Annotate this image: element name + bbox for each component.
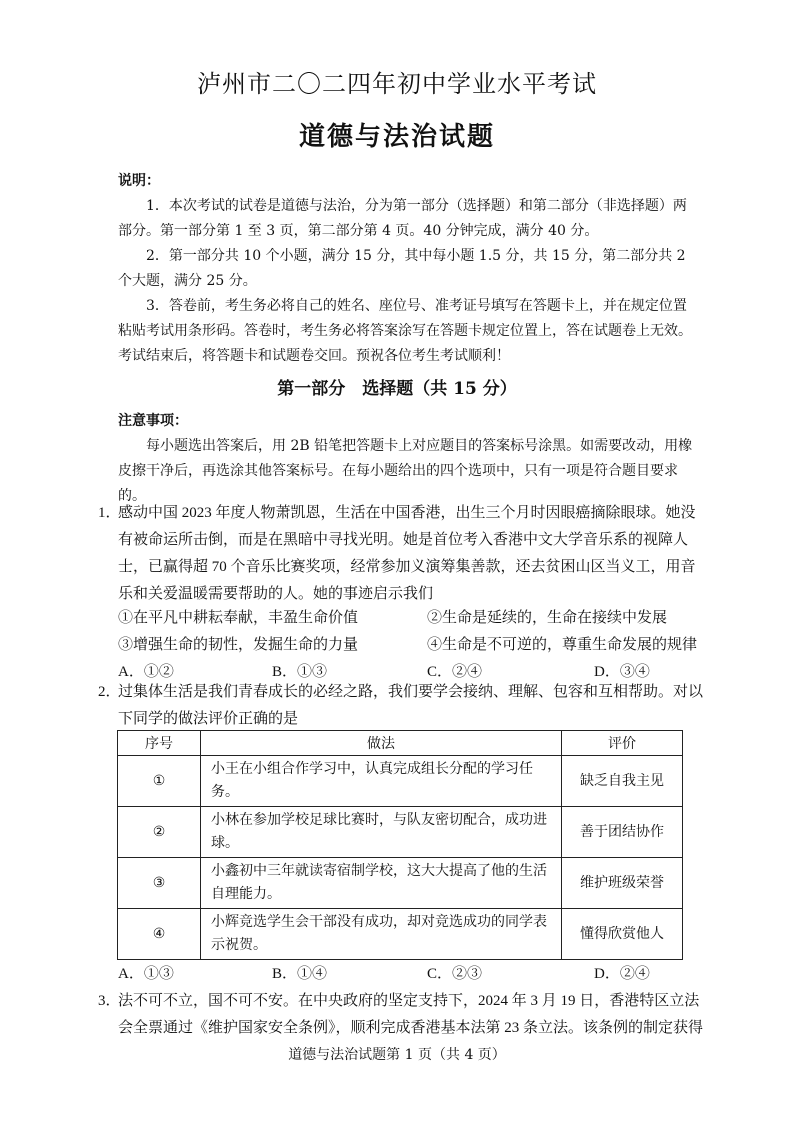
statement-4: ④生命是不可逆的，尊重生命发展的规律 [427,637,698,653]
row-seq: ④ [118,909,201,960]
row-practice: 小王在小组合作学习中，认真完成组长分配的学习任务。 [201,756,562,807]
row-eval: 善于团结协作 [562,807,683,858]
question-number: 2． [98,684,121,700]
option-b: B．①④ [272,966,328,982]
question-1 [98,500,708,608]
row-seq: ② [118,807,201,858]
table-row [118,807,683,858]
notice-text: 每小题选出答案后，用 2B 铅笔把答题卡上对应题目的答案标号涂黑。如需要改动，用橡皮擦干净后，再选涂其他答案标号。在每小题给出的四个选项中，只有一项是符合题目要求的。 [118,438,693,504]
row-eval: 懂得欣赏他人 [562,909,683,960]
question-2 [98,679,708,733]
statement-2: ②生命是延续的，生命在接续中发展 [427,610,668,626]
table-header-row [118,731,683,756]
option-d: D．②④ [594,966,650,982]
header-eval: 评价 [562,731,683,756]
row-eval: 维护班级荣誉 [562,858,683,909]
question-stem: 法不可不立，国不可不安。在中央政府的坚定支持下，2024 年 3 月 19 日，香港特区立法会全票通过《维护国家安全条例》，顺利完成香港基本法第 23 条立法。该条例的制定获得 [118,993,704,1036]
option-a: A．①② [118,664,174,680]
row-practice: 小林在参加学校足球比赛时，与队友密切配合，成功进球。 [201,807,562,858]
header-practice: 做法 [201,731,562,756]
section-title: 第一部分 选择题（共 15 分） [277,379,517,399]
row-practice: 小辉竞选学生会干部没有成功，却对竞选成功的同学表示祝贺。 [201,909,562,960]
evaluation-table [117,730,683,960]
page-footer: 道德与法治试题第 1 页（共 4 页） [288,1047,506,1063]
question-stem: 感动中国 2023 年度人物萧凯恩，生活在中国香港，出生三个月时因眼癌摘除眼球。她没有被命运所击倒，而是在黑暗中寻找光明。她是首位考入香港中文大学音乐系的视障人士，已赢得超 70 个音乐比赛奖项，经常参加义演筹集善款，还去贫困山区当义工，用音乐和关爱温暖需要帮助的人。她的事迹启示我们 [118,505,696,602]
question-number: 1． [98,505,121,521]
instruction-2: 2．第一部分共 10 个小题，满分 15 分，其中每小题 1.5 分，共 15 分，第二部分共 2 个大题，满分 25 分。 [118,248,686,289]
header-seq: 序号 [118,731,201,756]
row-eval: 缺乏自我主见 [562,756,683,807]
instructions-label: 说明： [118,173,160,189]
question-stem: 过集体生活是我们青春成长的必经之路，我们要学会接纳、理解、包容和互相帮助。对以下同学的做法评价正确的是 [118,684,704,727]
row-seq: ③ [118,858,201,909]
instruction-3: 3．答卷前，考生务必将自己的姓名、座位号、准考证号填写在答题卡上，并在规定位置粘贴考试用条形码。答卷时，考生务必将答案涂写在答题卡规定位置上，答在试题卷上无效。考试结束后，将答题卡和试题卷交回。预祝各位考生考试顺利！ [118,298,692,364]
exam-title: 泸州市二〇二四年初中学业水平考试 [197,70,597,98]
option-d: D．③④ [594,664,650,680]
statement-1: ①在平凡中耕耘奉献，丰盈生命价值 [118,610,359,626]
question-number: 3． [98,993,121,1009]
option-b: B．①③ [272,664,328,680]
option-c: C．②④ [427,664,483,680]
option-a: A．①③ [118,966,174,982]
instruction-1: 1．本次考试的试卷是道德与法治，分为第一部分（选择题）和第二部分（非选择题）两部分。第一部分第 1 至 3 页，第二部分第 4 页。40 分钟完成，满分 40 分。 [118,198,687,239]
table-row [118,858,683,909]
statement-3: ③增强生命的韧性，发掘生命的力量 [118,637,359,653]
table-row [118,909,683,960]
subject-title: 道德与法治试题 [298,122,495,152]
table-row [118,756,683,807]
notice-label: 注意事项： [118,413,188,429]
row-seq: ① [118,756,201,807]
option-c: C．②③ [427,966,483,982]
row-practice: 小鑫初中三年就读寄宿制学校，这大大提高了他的生活自理能力。 [201,858,562,909]
question-3 [98,988,708,1042]
